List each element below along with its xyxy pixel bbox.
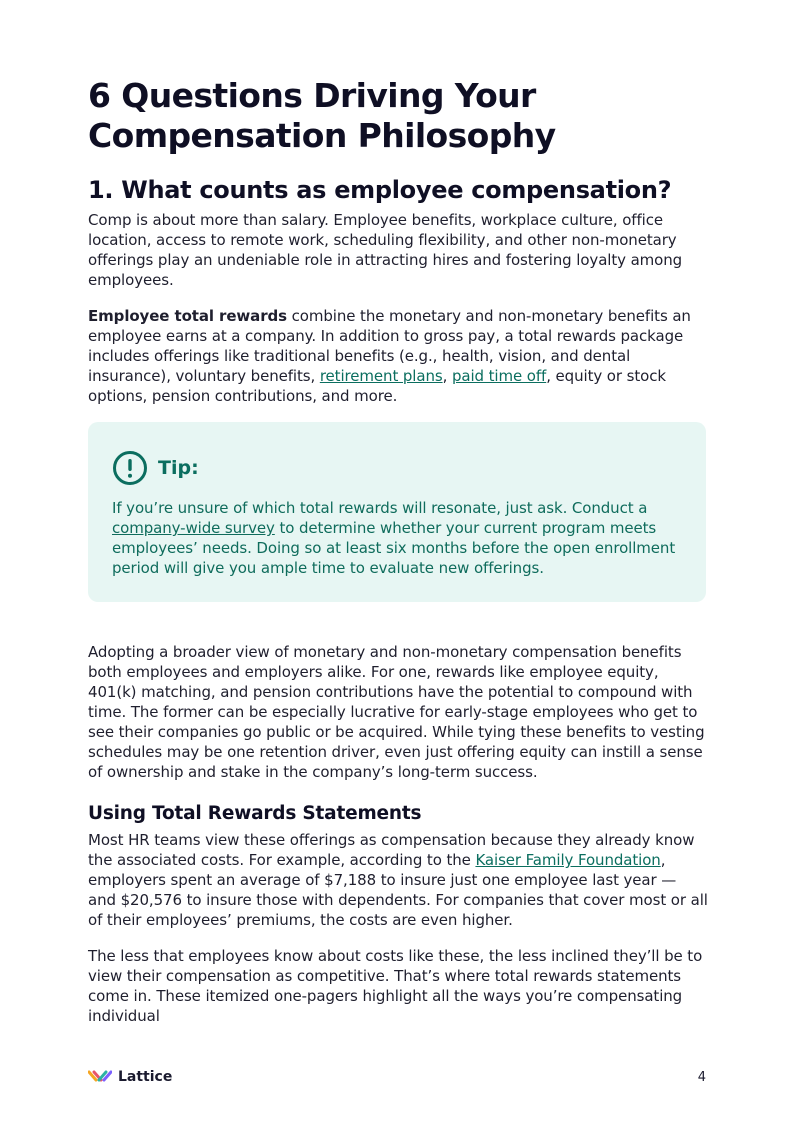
paragraph-broader-view: Adopting a broader view of monetary and non-monetary compensation benefits both employees and employers alike. For one, rewards like employee equity, 401(k) matching, and pension contributions have the potential to compound with time. The former can be especially lucrative for early-stage employees who get to see their companies go public or be acquired. While tying these benefits to vesting schedules may be one retention driver, even just offering equity can instill a sense of ownership and stake in the company’s long-term success. — [88, 643, 705, 781]
tip-header — [112, 450, 682, 486]
section-heading-compensation: 1. What counts as employee compensation? — [88, 176, 672, 204]
page-footer — [88, 1065, 706, 1089]
brand-name: Lattice — [118, 1069, 173, 1085]
kaiser-foundation-link[interactable]: Kaiser Family Foundation — [475, 851, 661, 869]
company-survey-link[interactable]: company-wide survey — [112, 519, 275, 537]
paragraph-hr-costs: Most HR teams view these offerings as compensation because they already know the associated costs. For example, according to the Kaiser Family Foundation, employers spent an average of $7,188 to insure just one employee last year — and $20,576 to insure those with dependents. For companies that cover most or all of their employees’ premiums, the costs are even higher. — [88, 831, 708, 929]
retirement-plans-link[interactable]: retirement plans — [319, 367, 443, 385]
tip-text: If you’re unsure of which total rewards will resonate, just ask. Conduct a company-wide survey to determine whether your current program meets employees’ needs. Doing so at least six months before the open enrollment period will give you ample time to evaluate new offerings. — [112, 499, 676, 577]
tip-callout — [88, 422, 706, 602]
brand-logo — [88, 1069, 172, 1085]
exclamation-circle-icon — [112, 450, 148, 486]
total-rewards-term: Employee total rewards — [88, 307, 287, 325]
paragraph-statements: The less that employees know about costs like these, the less inclined they’ll be to view their compensation as competitive. That’s where total rewards statements come in. These itemized one-pagers highlight all the ways you’re compensating individual — [88, 947, 703, 1025]
page-content — [88, 76, 708, 1042]
section-heading-statements: Using Total Rewards Statements — [88, 803, 422, 824]
tip-label: Tip: — [158, 457, 199, 479]
paid-time-off-link[interactable]: paid time off — [451, 367, 547, 385]
paragraph-intro: Comp is about more than salary. Employee benefits, workplace culture, office location, access to remote work, scheduling flexibility, and other non-monetary offerings play an undeniable role in attracting hires and fostering loyalty among employees. — [88, 211, 683, 289]
paragraph-total-rewards: Employee total rewards combine the monetary and non-monetary benefits an employee earns at a company. In addition to gross pay, a total rewards package includes offerings like traditional benefits (e.g., health, vision, and dental insurance), voluntary benefits, retirement plans, paid time off, equity or stock options, pension contributions, and more. — [88, 307, 691, 405]
page-title: 6 Questions Driving Your Compensation Philosophy — [88, 76, 556, 155]
page-number: 4 — [697, 1069, 706, 1085]
lattice-logo-icon — [88, 1069, 112, 1085]
